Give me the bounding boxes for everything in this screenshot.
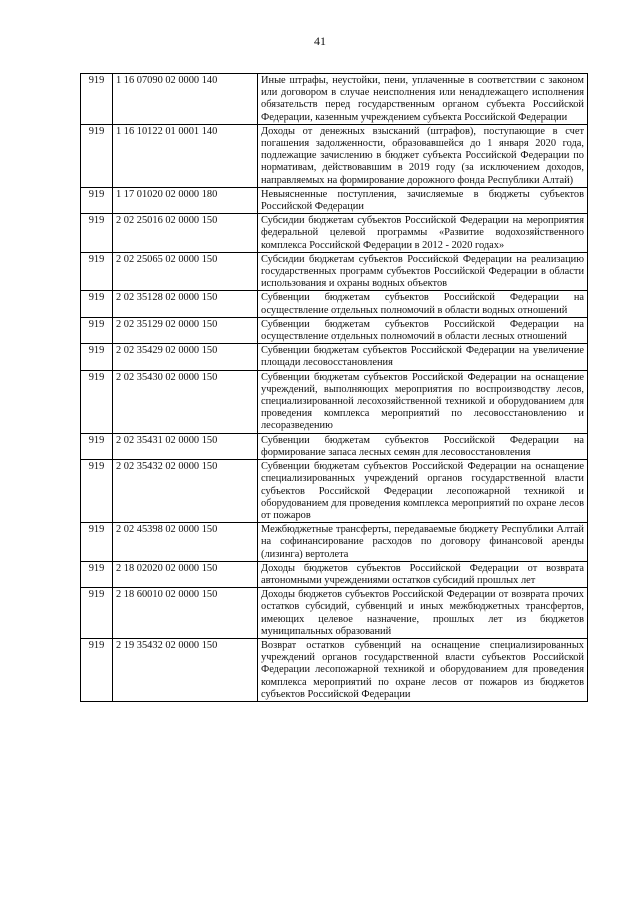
- revenue-name-cell: Возврат остатков субвенций на оснащение специализированных учреждений органов государственной власти субъектов Российской Федерации лесопожарной техникой и оборудованием для проведения комплекса мероприятий по охране лесов от пожаров из бюджетов субъектов Российской Федерации: [258, 638, 588, 701]
- admin-code-cell: 919: [81, 291, 113, 317]
- admin-code-cell: 919: [81, 460, 113, 523]
- table-row: [81, 124, 588, 187]
- revenue-code-cell: 2 18 02020 02 0000 150: [113, 561, 258, 587]
- table-row: [81, 460, 588, 523]
- revenue-name-cell: Доходы бюджетов субъектов Российской Федерации от возврата автономными учреждениями остатков субсидий прошлых лет: [258, 561, 588, 587]
- revenue-code-cell: 2 02 25016 02 0000 150: [113, 214, 258, 253]
- revenue-code-cell: 1 17 01020 02 0000 180: [113, 187, 258, 213]
- table-row: [81, 588, 588, 639]
- revenue-code-cell: 2 02 45398 02 0000 150: [113, 523, 258, 562]
- revenue-code-cell: 2 02 35128 02 0000 150: [113, 291, 258, 317]
- table-row: [81, 561, 588, 587]
- admin-code-cell: 919: [81, 214, 113, 253]
- revenue-code-cell: 2 02 35431 02 0000 150: [113, 433, 258, 459]
- revenue-code-cell: 1 16 07090 02 0000 140: [113, 74, 258, 125]
- admin-code-cell: 919: [81, 344, 113, 370]
- admin-code-cell: 919: [81, 124, 113, 187]
- table-row: [81, 433, 588, 459]
- table-row: [81, 638, 588, 701]
- table-row: [81, 74, 588, 125]
- revenue-code-cell: 2 02 35432 02 0000 150: [113, 460, 258, 523]
- admin-code-cell: 919: [81, 252, 113, 291]
- revenue-name-cell: Субвенции бюджетам субъектов Российской Федерации на оснащение специализированных учреждений органов государственной власти субъектов Российской Федерации лесопожарной техникой и оборудованием для проведения комплекса мероприятий по охране лесов от пожаров: [258, 460, 588, 523]
- revenue-code-cell: 2 18 60010 02 0000 150: [113, 588, 258, 639]
- revenue-code-cell: 2 02 35430 02 0000 150: [113, 370, 258, 433]
- revenue-name-cell: Субвенции бюджетам субъектов Российской Федерации на формирование запаса лесных семян для лесовосстановления: [258, 433, 588, 459]
- revenue-code-cell: 1 16 10122 01 0001 140: [113, 124, 258, 187]
- revenue-name-cell: Субвенции бюджетам субъектов Российской Федерации на осуществление отдельных полномочий в области лесных отношений: [258, 317, 588, 343]
- table-row: [81, 344, 588, 370]
- revenue-name-cell: Субсидии бюджетам субъектов Российской Федерации на мероприятия федеральной целевой программы «Развитие водохозяйственного комплекса Российской Федерации в 2012 - 2020 годах»: [258, 214, 588, 253]
- table-row: [81, 187, 588, 213]
- admin-code-cell: 919: [81, 523, 113, 562]
- revenue-name-cell: Субвенции бюджетам субъектов Российской Федерации на оснащение учреждений, выполняющих мероприятия по воспроизводству лесов, специализированной лесохозяйственной техникой и оборудованием для проведения комплекса мероприятий по лесовосстановлению и лесоразведению: [258, 370, 588, 433]
- admin-code-cell: 919: [81, 433, 113, 459]
- page-number: 41: [314, 34, 326, 48]
- table-body: [81, 74, 588, 702]
- revenue-classification-table: [80, 73, 588, 702]
- revenue-name-cell: Субсидии бюджетам субъектов Российской Федерации на реализацию государственных программ субъектов Российской Федерации в области использования и охраны водных объектов: [258, 252, 588, 291]
- revenue-name-cell: Невыясненные поступления, зачисляемые в бюджеты субъектов Российской Федерации: [258, 187, 588, 213]
- admin-code-cell: 919: [81, 74, 113, 125]
- table-row: [81, 523, 588, 562]
- admin-code-cell: 919: [81, 187, 113, 213]
- revenue-name-cell: Доходы бюджетов субъектов Российской Федерации от возврата прочих остатков субсидий, субвенций и иных межбюджетных трансфертов, имеющих целевое назначение, прошлых лет из бюджетов муниципальных образований: [258, 588, 588, 639]
- admin-code-cell: 919: [81, 638, 113, 701]
- admin-code-cell: 919: [81, 317, 113, 343]
- table-row: [81, 317, 588, 343]
- admin-code-cell: 919: [81, 561, 113, 587]
- revenue-name-cell: Иные штрафы, неустойки, пени, уплаченные в соответствии с законом или договором в случае неисполнения или ненадлежащего исполнения обязательств перед государственным органом субъекта Российской Федерации, казенным учреждением субъекта Российской Федерации: [258, 74, 588, 125]
- revenue-code-cell: 2 19 35432 02 0000 150: [113, 638, 258, 701]
- revenue-code-cell: 2 02 35129 02 0000 150: [113, 317, 258, 343]
- revenue-name-cell: Межбюджетные трансферты, передаваемые бюджету Республики Алтай на софинансирование расходов по договору финансовой аренды (лизинга) вертолета: [258, 523, 588, 562]
- admin-code-cell: 919: [81, 588, 113, 639]
- revenue-name-cell: Субвенции бюджетам субъектов Российской Федерации на осуществление отдельных полномочий в области водных отношений: [258, 291, 588, 317]
- table-row: [81, 370, 588, 433]
- revenue-code-cell: 2 02 35429 02 0000 150: [113, 344, 258, 370]
- table-row: [81, 252, 588, 291]
- revenue-name-cell: Субвенции бюджетам субъектов Российской Федерации на увеличение площади лесовосстановления: [258, 344, 588, 370]
- table-row: [81, 214, 588, 253]
- revenue-name-cell: Доходы от денежных взысканий (штрафов), поступающие в счет погашения задолженности, образовавшейся до 1 января 2020 года, подлежащие зачислению в бюджет субъекта Российской Федерации по нормативам, действовавшим в 2019 году (за исключением доходов, направляемых на формирование дорожного фонда Республики Алтай): [258, 124, 588, 187]
- revenue-code-cell: 2 02 25065 02 0000 150: [113, 252, 258, 291]
- table-row: [81, 291, 588, 317]
- admin-code-cell: 919: [81, 370, 113, 433]
